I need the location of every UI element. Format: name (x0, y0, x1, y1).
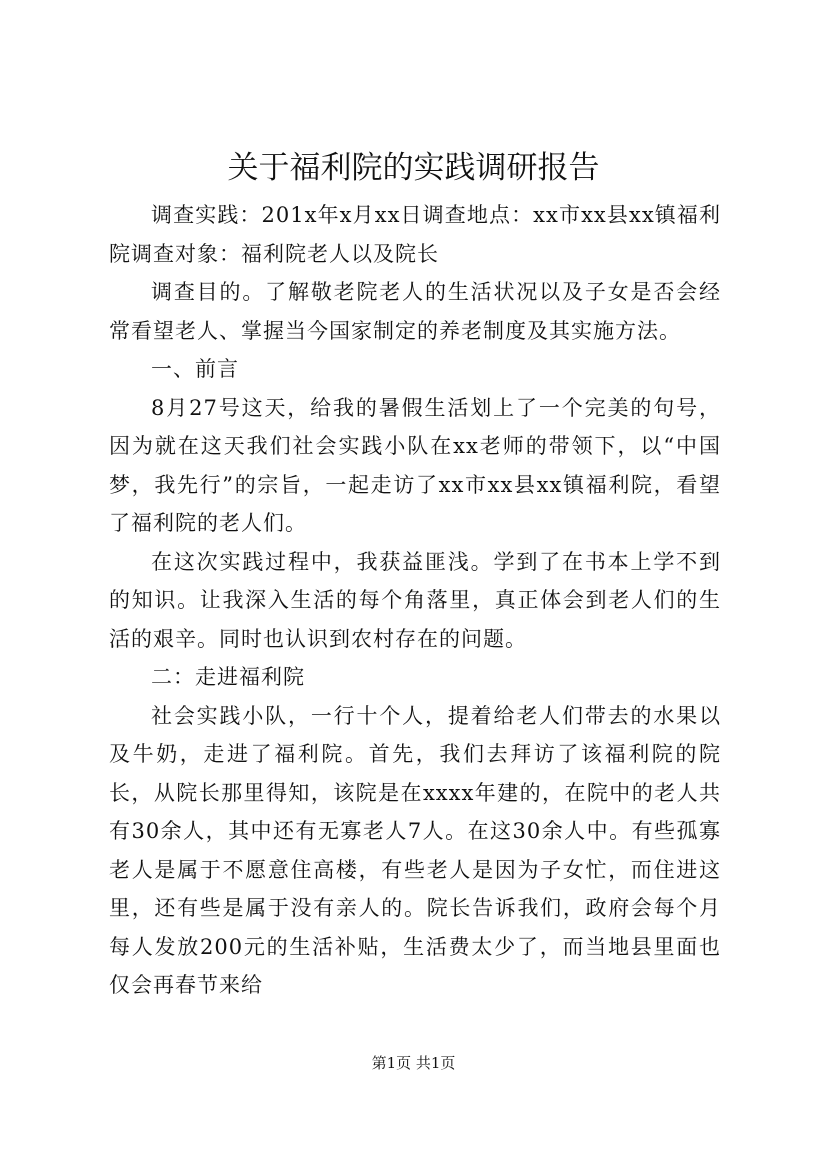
document-title: 关于福利院的实践调研报告 (227, 150, 600, 186)
section-heading-preface: 一、前言 (151, 357, 239, 381)
paragraph-visit-day: 8月27号这天，给我的暑假生活划上了一个完美的句号，因为就在这天我们社会实践小队在xx老师的带领下，以“中国梦，我先行”的宗旨，一起走访了xx市xx县xx镇福利院，看望了福利院的老人们。 (109, 395, 721, 535)
page-number-footer: 第1页 共1页 (371, 1054, 456, 1072)
paragraph-survey-purpose: 调查目的。了解敬老院老人的生活状况以及子女是否会经常看望老人、掌握当今国家制定的养老制度及其实施方法。 (109, 280, 721, 343)
document-body (109, 196, 721, 1005)
paragraph-practice-gains: 在这次实践过程中，我获益匪浅。学到了在书本上学不到的知识。让我深入生活的每个角落里，真正体会到老人们的生活的艰辛。同时也认识到农村存在的问题。 (109, 549, 721, 651)
section-heading-enter-welfare-home: 二：走进福利院 (151, 665, 305, 689)
paragraph-survey-info: 调查实践：201x年x月xx日调查地点：xx市xx县xx镇福利院调查对象：福利院老人以及院长 (109, 203, 721, 266)
paragraph-welfare-home-details: 社会实践小队，一行十个人，提着给老人们带去的水果以及牛奶，走进了福利院。首先，我们去拜访了该福利院的院长，从院长那里得知，该院是在xxxx年建的，在院中的老人共有30余人，其中还有无寡老人7人。在这30余人中。有些孤寡老人是属于不愿意住高楼，有些老人是因为子女忙，而住进这里，还有些是属于没有亲人的。院长告诉我们，政府会每个月每人发放200元的生活补贴，生活费太少了，而当地县里面也仅会再春节来给 (109, 703, 721, 997)
